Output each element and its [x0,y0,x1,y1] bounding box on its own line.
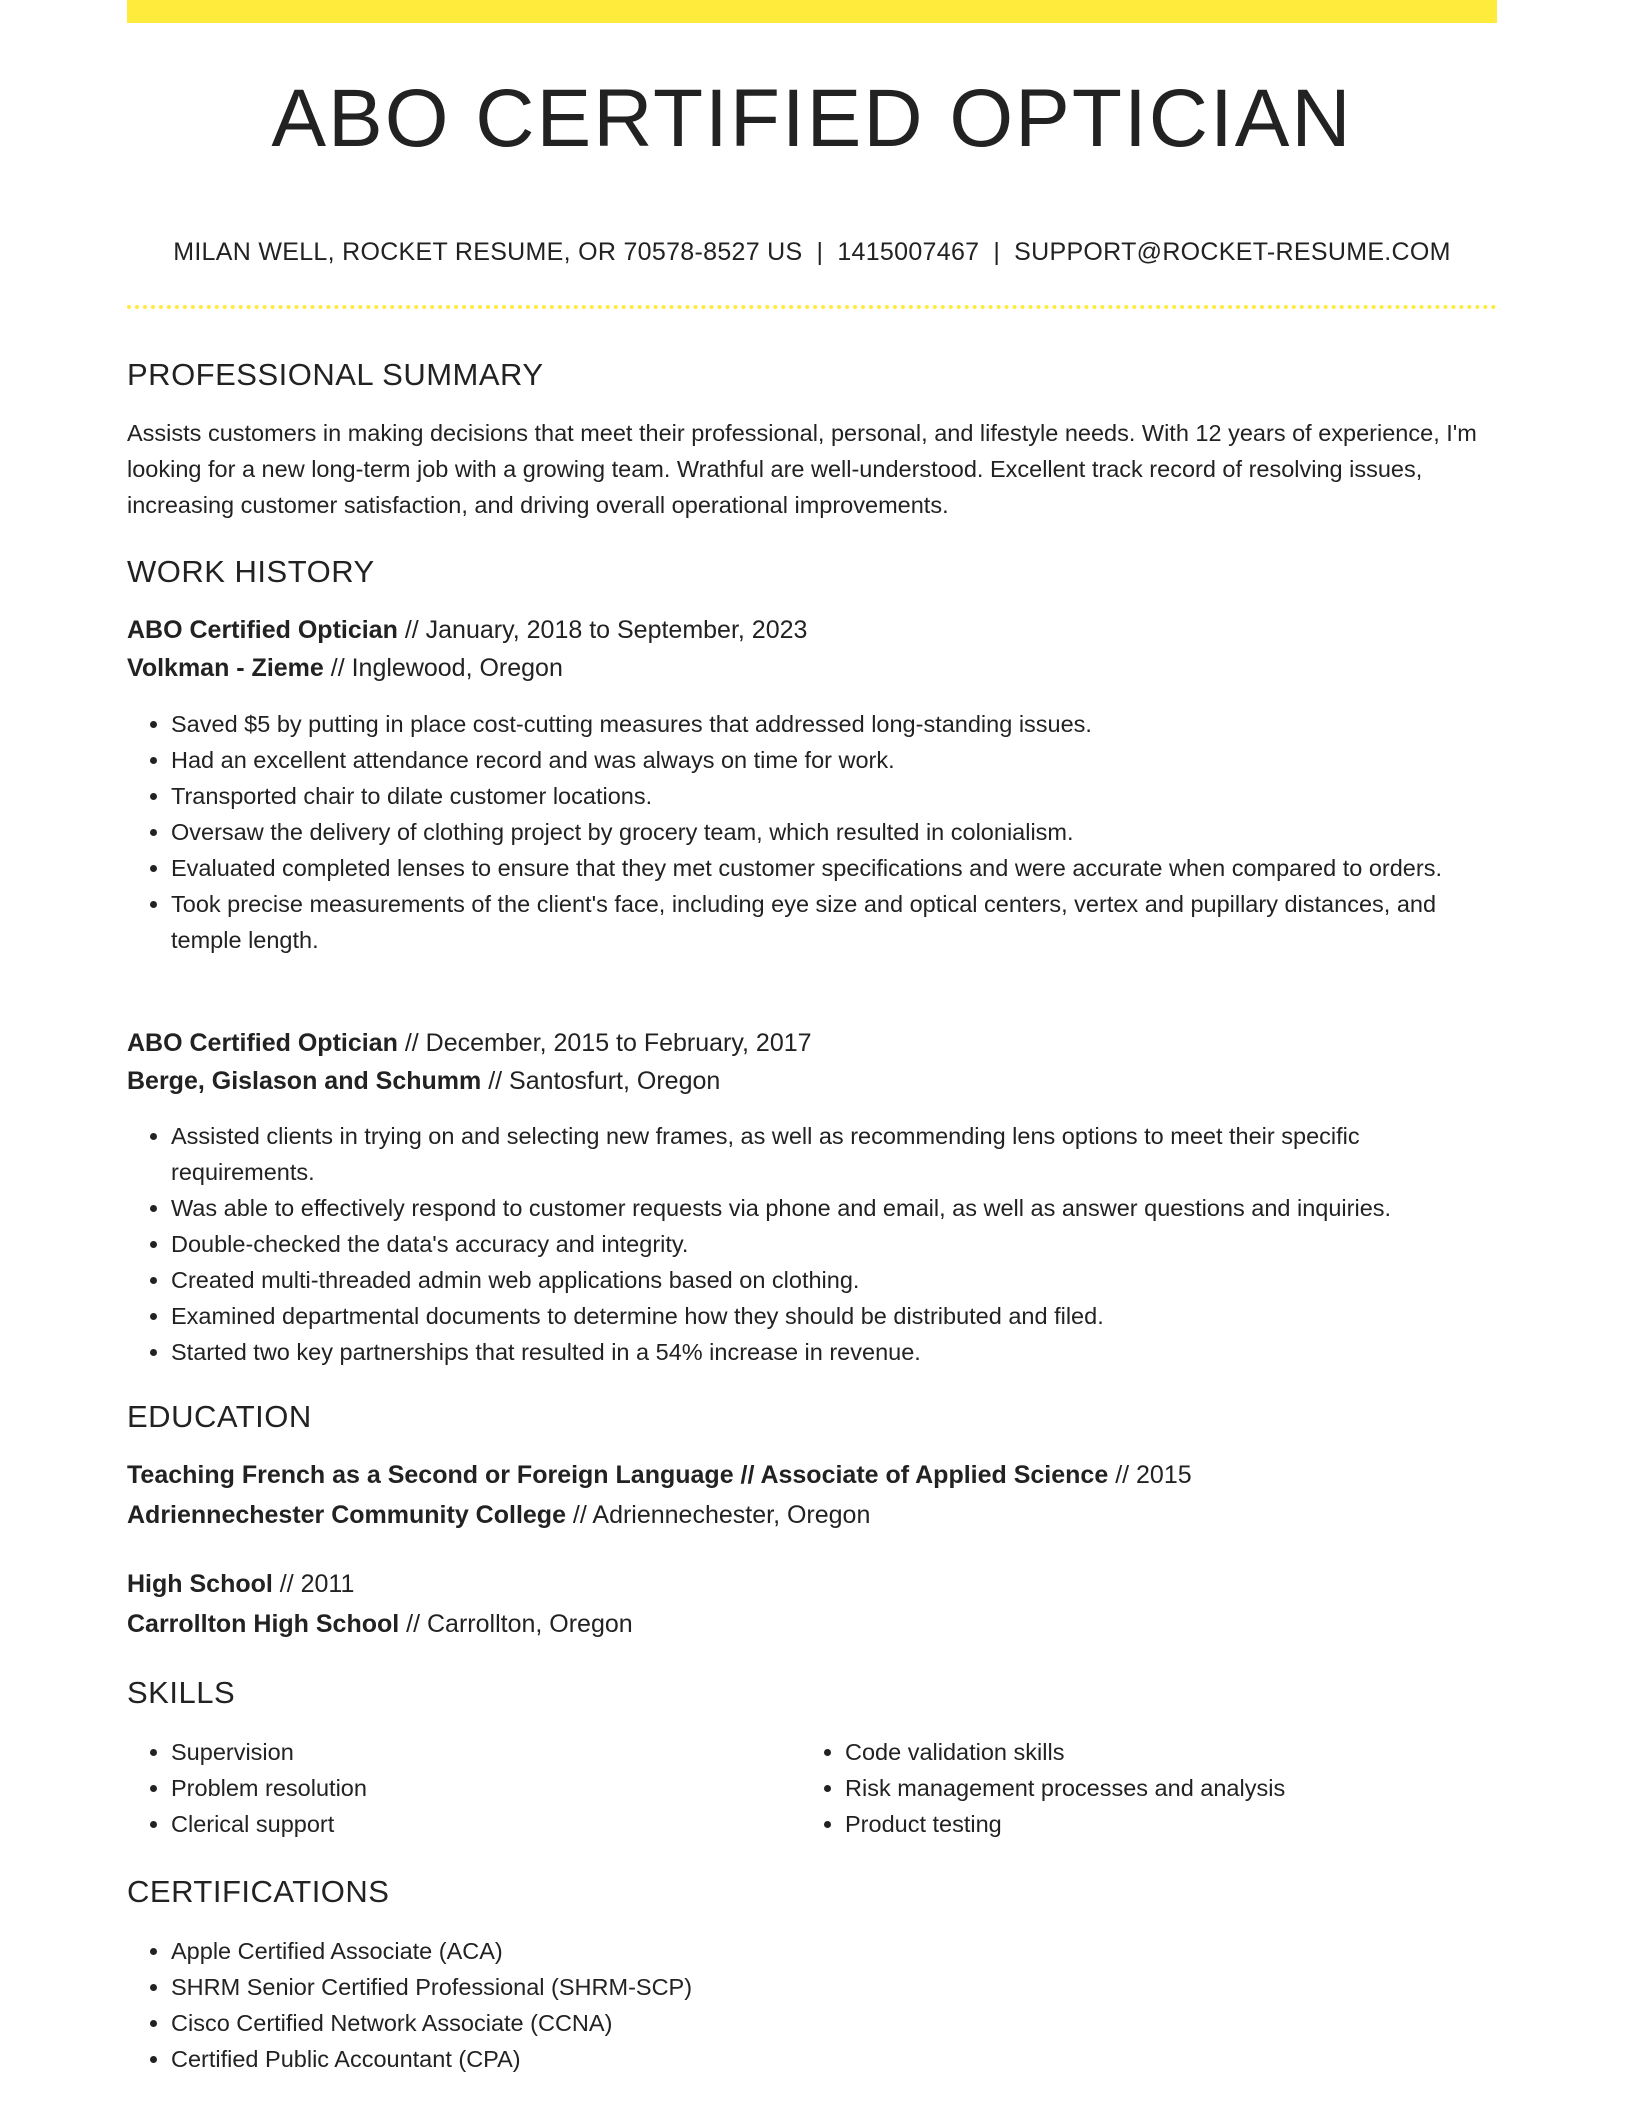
contact-email: SUPPORT@ROCKET-RESUME.COM [1014,238,1451,266]
skills-heading: SKILLS [127,1675,236,1710]
list-item: • Created multi-threaded admin web applications based on clothing. [171,1262,1497,1298]
job-2-title-line [127,1031,812,1056]
list-item: • Saved $5 by putting in place cost-cutting measures that addressed long-standing issues. [171,706,1497,742]
list-item: • Was able to effectively respond to customer requests via phone and email, as well as answer questions and inquiries. [171,1190,1497,1226]
education-heading: EDUCATION [127,1399,312,1434]
list-item: • Double-checked the data's accuracy and integrity. [171,1226,1497,1262]
job-1-location: // Inglewood, Oregon [323,654,563,682]
certifications-heading: CERTIFICATIONS [127,1874,390,1909]
list-item: • Oversaw the delivery of clothing project by grocery team, which resulted in colonialism. [171,814,1497,850]
contact-address: MILAN WELL, ROCKET RESUME, OR 70578-8527 US [173,238,803,266]
education-1-degree-line [127,1463,1192,1488]
contact-separator: | [993,238,1001,266]
education-1-year: // 2015 [1108,1461,1192,1489]
list-item: • Started two key partnerships that resulted in a 54% increase in revenue. [171,1334,1497,1370]
list-item: • Had an excellent attendance record and was always on time for work. [171,742,1497,778]
job-2-bullets [127,1118,1497,1370]
work-history-heading: WORK HISTORY [127,554,375,589]
job-1-company-line [127,656,563,681]
job-1-dates: // January, 2018 to September, 2023 [397,616,808,644]
list-item: • SHRM Senior Certified Professional (SHRM-SCP) [171,1969,1497,2005]
list-item: • Evaluated completed lenses to ensure that they met customer specifications and were accurate when compared to orders. [171,850,1497,886]
education-2-location: // Carrollton, Oregon [399,1610,633,1638]
education-2-degree-line [127,1572,354,1597]
job-2-company: Berge, Gislason and Schumm [127,1067,482,1095]
list-item: • Cisco Certified Network Associate (CCNA) [171,2005,1497,2041]
list-item: • Clerical support [171,1806,1497,1842]
job-2-dates: // December, 2015 to February, 2017 [397,1029,812,1057]
education-1-location: // Adriennechester, Oregon [565,1501,871,1529]
dotted-divider [127,305,1497,309]
list-item: • Took precise measurements of the client's face, including eye size and optical centers, vertex and pupillary distances, and temple length. [171,886,1497,958]
education-1-school-line [127,1503,870,1528]
resume-title: ABO CERTIFIED OPTICIAN [271,73,1353,164]
summary-heading: PROFESSIONAL SUMMARY [127,357,544,392]
list-item: • Risk management processes and analysis [845,1770,1632,1806]
job-1-company: Volkman - Zieme [127,654,324,682]
job-1-title: ABO Certified Optician [127,616,398,644]
education-1-degree: Teaching French as a Second or Foreign Language // Associate of Applied Science [127,1461,1109,1489]
education-2-degree: High School [127,1570,273,1598]
contact-separator: | [816,238,824,266]
education-2-school-line [127,1612,633,1637]
list-item: • Product testing [845,1806,1632,1842]
contact-line [127,240,1497,265]
list-item: • Transported chair to dilate customer locations. [171,778,1497,814]
job-1-title-line [127,618,807,643]
education-1-school: Adriennechester Community College [127,1501,566,1529]
list-item: • Examined departmental documents to determine how they should be distributed and filed. [171,1298,1497,1334]
list-item: • Apple Certified Associate (ACA) [171,1933,1497,1969]
job-2-company-line [127,1069,720,1094]
contact-phone: 1415007467 [837,238,980,266]
list-item: • Assisted clients in trying on and selecting new frames, as well as recommending lens options to meet their specific requirements. [171,1118,1497,1190]
job-2-location: // Santosfurt, Oregon [481,1067,721,1095]
certifications-list [127,1933,1497,2077]
list-item: • Code validation skills [845,1734,1632,1770]
list-item: • Problem resolution [171,1770,1497,1806]
education-2-school: Carrollton High School [127,1610,400,1638]
top-accent-bar [127,0,1497,23]
job-2-title: ABO Certified Optician [127,1029,398,1057]
job-1-bullets [127,706,1497,958]
summary-text: Assists customers in making decisions that meet their professional, personal, and lifestyle needs. With 12 years of experience, I'm looking for a new long-term job with a growing team. Wrathful are well-understood. Excellent track record of resolving issues, increasing customer satisfaction, and driving overall operational improvements. [127,420,1477,518]
skills-list-right [801,1734,1632,1842]
list-item: • Certified Public Accountant (CPA) [171,2041,1497,2077]
education-2-year: // 2011 [272,1570,355,1598]
list-item: • Supervision [171,1734,1497,1770]
